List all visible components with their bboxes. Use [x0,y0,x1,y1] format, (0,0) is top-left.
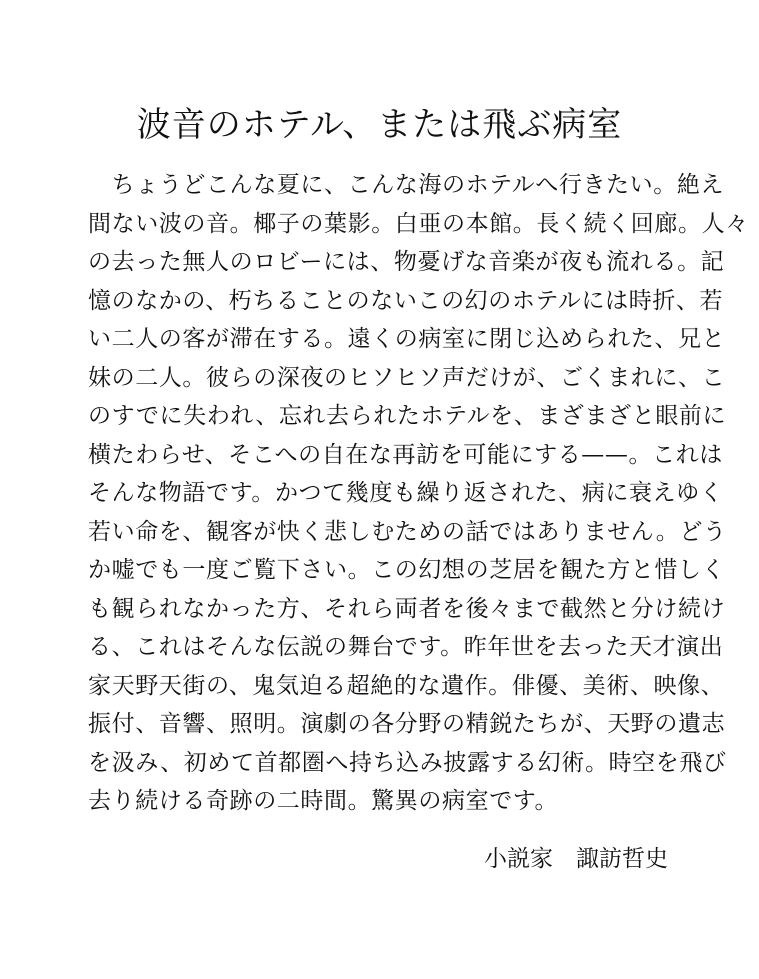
body-line: か嘘でも一度ご覧下さい。この幻想の芝居を観た方と惜しく [88,557,726,583]
body-line: のすでに失われ、忘れ去られたホテルを、まざまざと眼前に [88,403,727,429]
body-line: 憶のなかの、朽ちることのないこの幻のホテルには時折、若 [88,287,724,314]
body-line: る、これはそんな伝説の舞台です。昨年世を去った天才演出 [88,634,724,660]
body-text [88,166,749,821]
body-line: 妹の二人。彼らの深夜のヒソヒソ声だけが、ごくまれに、こ [88,364,726,391]
body-line: ちょうどこんな夏に、こんな海のホテルへ行きたい。絶え [88,172,725,198]
body-line: 家天野天街の、鬼気迫る超絶的な遺作。俳優、美術、映像、 [88,672,725,699]
document-title: 波音のホテル、または飛ぶ病室 [136,105,623,145]
body-line: の去った無人のロビーには、物憂げな音楽が夜も流れる。記 [88,249,725,275]
body-line: 若い命を、観客が快く悲しむための話ではありません。どう [88,518,727,545]
body-line: 去り続ける奇跡の二時間。驚異の病室です。 [88,788,559,814]
body-line: 振付、音響、照明。演劇の各分野の精鋭たちが、天野の遺志 [88,711,726,737]
body-line: 横たわらせ、そこへの自在な再訪を可能にする——。これは [88,441,723,468]
body-line: い二人の客が滞在する。遠くの病室に閉じ込められた、兄と [88,326,726,352]
body-line: も観られなかった方、それら両者を後々まで截然と分け続け [88,595,726,622]
body-line: 間ない波の音。椰子の葉影。白亜の本館。長く続く回廊。人々 [88,210,749,237]
author-signature: 小説家 諏訪哲史 [484,846,668,872]
body-line: そんな物語です。かつて幾度も繰り返された、病に衰えゆく [88,480,724,506]
body-line: を汲み、初めて首都圏へ持ち込み披露する幻術。時空を飛び [88,749,727,776]
